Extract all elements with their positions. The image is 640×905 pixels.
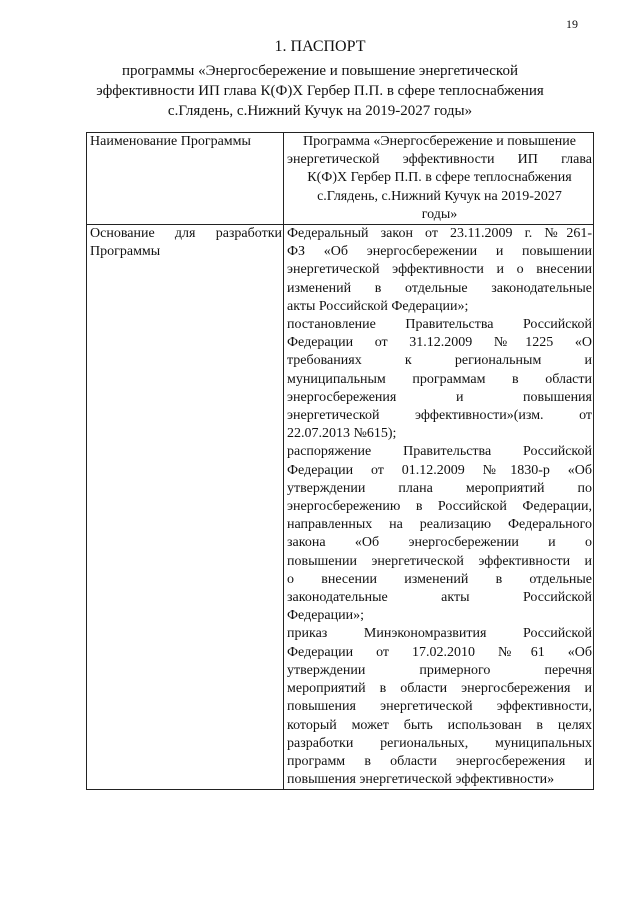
value-line: который может быть использован в целях bbox=[287, 717, 592, 733]
value-line: разработки региональных, муниципальных bbox=[287, 735, 592, 751]
row-value-basis bbox=[284, 225, 594, 790]
value-line: программ в области энергосбережения и bbox=[287, 753, 592, 769]
page-number: 19 bbox=[566, 17, 578, 31]
value-line: постановление Правительства Российской bbox=[287, 317, 592, 333]
value-line: Федерации от 01.12.2009 №1830-р «Об bbox=[287, 462, 592, 478]
value-line: Программа «Энергосбережение и повышение bbox=[303, 134, 576, 149]
value-line: повышения энергетической эффективности» bbox=[287, 772, 555, 788]
basis-paragraph-ministry-order bbox=[287, 625, 592, 789]
row-label-basis bbox=[87, 225, 284, 790]
value-line: закона «Об энергосбережении и о bbox=[287, 535, 592, 551]
value-line: с.Глядень, с.Нижний Кучук на 2019-2027 bbox=[317, 188, 562, 204]
value-line: энергетической эффективности и о внесении bbox=[287, 262, 592, 278]
table-row bbox=[87, 133, 594, 225]
basis-paragraph-federal-law bbox=[287, 225, 592, 316]
value-line: Федеральный закон от 23.11.2009 г. №261- bbox=[287, 226, 592, 242]
basis-paragraph-government-order bbox=[287, 443, 592, 625]
value-line: энергетической эффективности ИП глава bbox=[287, 152, 592, 168]
value-line: утверждении плана мероприятий по bbox=[287, 480, 592, 496]
program-title-line-1: программы «Энергосбережение и повышение энергетической bbox=[121, 63, 518, 79]
program-title-line-2: эффективности ИП глава К(Ф)Х Гербер П.П. в сфере теплоснабжения bbox=[96, 83, 544, 99]
table-row bbox=[87, 225, 594, 790]
value-line: повышения энергетической эффективности, bbox=[287, 699, 592, 715]
value-line: энергосбережению в Российской Федерации, bbox=[287, 499, 592, 515]
value-line: акты Российской Федерации»; bbox=[287, 298, 469, 314]
value-line: Федерации от 17.02.2010 №61 «Об bbox=[287, 644, 592, 660]
value-line: изменений в отдельные законодательные bbox=[287, 280, 592, 296]
row-label-program-name bbox=[87, 133, 284, 225]
value-line: повышении энергетической эффективности и bbox=[287, 553, 592, 569]
value-line: законодательные акты Российской bbox=[287, 590, 592, 606]
value-line: ФЗ «Об энергосбережении и повышении bbox=[287, 244, 592, 260]
value-line: Федерации от 31.12.2009 №1225 «О bbox=[287, 335, 592, 351]
value-line: энергетической эффективности»(изм. от bbox=[287, 408, 592, 424]
value-line: К(Ф)Х Гербер П.П. в сфере теплоснабжения bbox=[307, 170, 572, 186]
value-line: распоряжение Правительства Российской bbox=[287, 444, 592, 460]
value-line: утверждении примерного перечня bbox=[287, 662, 592, 678]
row-value-program-name bbox=[284, 133, 594, 225]
row-label-text: Программы bbox=[90, 244, 161, 260]
row-label-text: Наименование Программы bbox=[90, 134, 251, 149]
value-line: о внесении изменений в отдельные bbox=[287, 571, 592, 587]
value-line: муниципальным программам в области bbox=[287, 371, 592, 387]
value-line: мероприятий в области энергосбережения и bbox=[287, 681, 592, 697]
value-line: годы» bbox=[421, 206, 458, 222]
value-line: энергосбережения и повышения bbox=[287, 389, 592, 405]
program-title-line-3: с.Глядень, с.Нижний Кучук на 2019-2027 годы» bbox=[167, 103, 473, 119]
value-line: требованиях к региональным и bbox=[287, 353, 592, 369]
value-line: направленных на реализацию Федерального bbox=[287, 517, 592, 533]
value-line: 22.07.2013 №615); bbox=[287, 426, 397, 442]
passport-table bbox=[86, 132, 594, 790]
basis-paragraph-government-resolution bbox=[287, 316, 592, 443]
document-heading bbox=[0, 37, 640, 121]
section-title: 1. ПАСПОРТ bbox=[274, 38, 366, 55]
value-line: приказ Минэкономразвития Российской bbox=[287, 626, 592, 642]
value-line: Федерации»; bbox=[287, 608, 365, 624]
row-label-text: Основание для разработки bbox=[90, 226, 282, 242]
